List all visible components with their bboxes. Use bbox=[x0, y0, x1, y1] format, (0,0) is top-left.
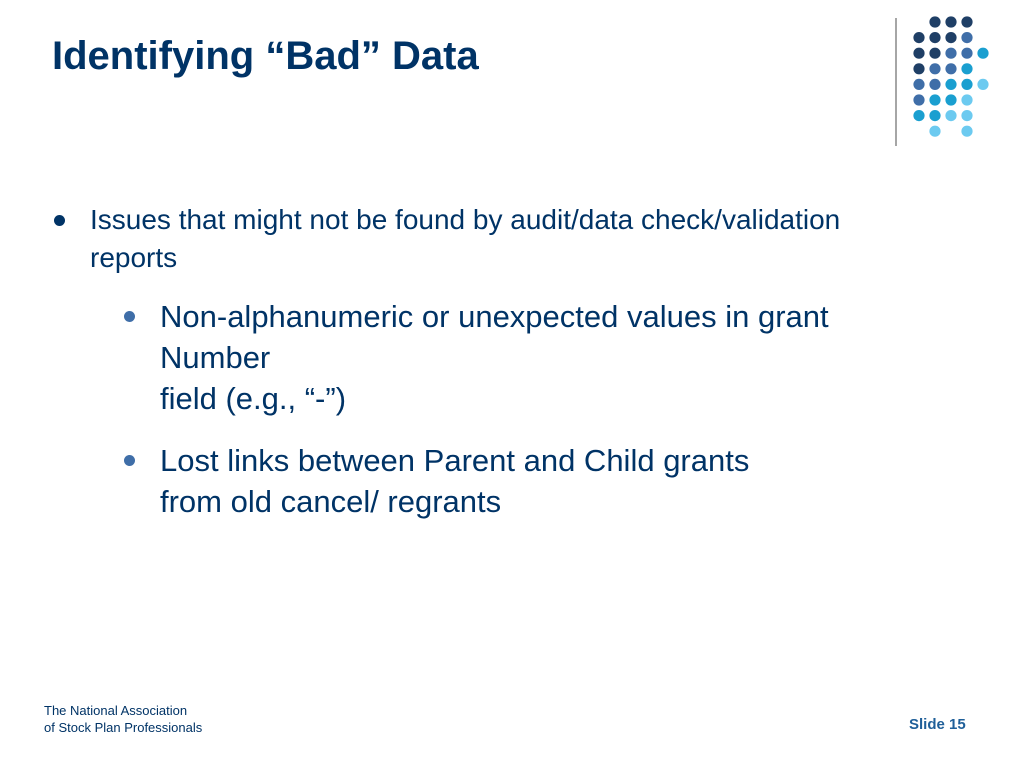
sub-bullet-item bbox=[160, 296, 940, 419]
decor-dot bbox=[961, 63, 972, 74]
bullet-line: Non-alphanumeric or unexpected values in grant bbox=[160, 299, 829, 334]
decor-dot bbox=[929, 63, 940, 74]
bullet-item bbox=[90, 201, 970, 277]
decor-dot bbox=[913, 94, 924, 105]
footer-organization bbox=[44, 702, 202, 736]
decor-dot bbox=[945, 48, 956, 59]
footer-org-line: The National Association bbox=[44, 703, 188, 718]
bullet-line: field (e.g., “-”) bbox=[160, 381, 347, 416]
decor-dot bbox=[913, 110, 924, 121]
decor-dot bbox=[961, 32, 972, 43]
decor-dot bbox=[913, 63, 924, 74]
footer-org-line: of Stock Plan Professionals bbox=[44, 720, 203, 735]
decor-dot bbox=[929, 110, 940, 121]
bullet-line: Number bbox=[160, 340, 271, 375]
decor-dot bbox=[961, 94, 972, 105]
decor-dot bbox=[929, 48, 940, 59]
decor-dot bbox=[913, 48, 924, 59]
decor-dot bbox=[961, 79, 972, 90]
decor-dot bbox=[961, 126, 972, 137]
sub-bullet-item bbox=[160, 440, 940, 522]
title-divider bbox=[895, 18, 897, 146]
decor-dot bbox=[945, 16, 956, 27]
decor-dot bbox=[961, 48, 972, 59]
bullet-line: reports bbox=[90, 242, 178, 273]
bullet-line: Lost links between Parent and Child grants bbox=[160, 443, 750, 478]
decor-dot bbox=[945, 63, 956, 74]
decor-dot bbox=[929, 126, 940, 137]
decor-dot bbox=[945, 94, 956, 105]
decor-dot bbox=[977, 79, 988, 90]
bullet-line: Issues that might not be found by audit/data check/validation bbox=[90, 204, 841, 235]
decor-dot bbox=[977, 48, 988, 59]
dot-grid-icon bbox=[905, 14, 1000, 139]
decor-dot bbox=[913, 32, 924, 43]
bullet-line: from old cancel/ regrants bbox=[160, 484, 502, 519]
decor-dot bbox=[945, 79, 956, 90]
decor-dot bbox=[929, 79, 940, 90]
slide-number: Slide 15 bbox=[909, 716, 966, 733]
decor-dot bbox=[945, 110, 956, 121]
slide-title: Identifying “Bad” Data bbox=[52, 34, 479, 78]
decor-dot bbox=[929, 32, 940, 43]
bullet-icon bbox=[124, 311, 135, 322]
bullet-icon bbox=[54, 215, 65, 226]
decor-dot bbox=[929, 94, 940, 105]
decor-dot bbox=[945, 32, 956, 43]
decor-dot bbox=[961, 16, 972, 27]
bullet-icon bbox=[124, 455, 135, 466]
decor-dot bbox=[913, 79, 924, 90]
decor-dot bbox=[961, 110, 972, 121]
decor-dot bbox=[929, 16, 940, 27]
